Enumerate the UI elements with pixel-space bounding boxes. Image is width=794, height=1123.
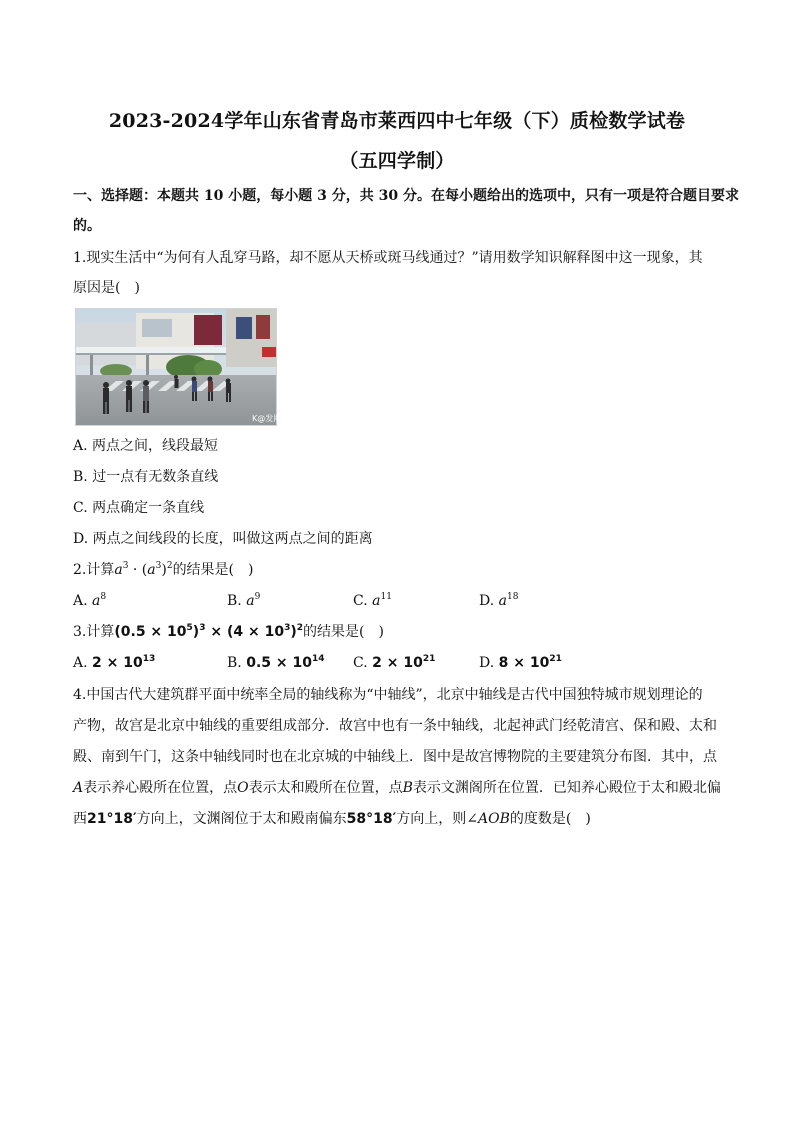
street-crossing-illustration (76, 309, 282, 425)
section-heading: 一、选择题：本题共 10 小题，每小题 3 分，共 30 分。在每小题给出的选项中，只有一项是符合题目要求 (73, 188, 739, 204)
q2-option-b: B. $a^9$ (227, 592, 261, 609)
q3-stem: 3.计算$(0.5 \times 10^5)^3 \times (4 \times 10^3)^2$的结果是( ) (73, 623, 384, 640)
q4-stem-line1: 4.中国古代大建筑群平面中统率全局的轴线称为“中轴线”，北京中轴线是古代中国独特城市规划理论的 (73, 687, 703, 703)
q1-stem-line1: 1.现实生活中“为何有人乱穿马路，却不愿从天桥或斑马线通过？”请用数学知识解释图中这一现象，其 (73, 250, 703, 266)
q4-stem-line2: 产物，故宫是北京中轴线的重要组成部分．故宫中也有一条中轴线，北起神武门经乾清宫、保和殿、太和 (73, 718, 717, 734)
q1-option-c: C. 两点确定一条直线 (73, 500, 205, 516)
exam-title-line1: 2023-2024学年山东省青岛市莱西四中七年级（下）质检数学试卷 (108, 110, 686, 132)
q3-option-d: D. $8 \times 10^{21}$ (479, 654, 562, 671)
exam-title-line2: （五四学制） (339, 150, 455, 172)
q2-option-c: C. $a^{11}$ (353, 592, 392, 609)
q4-stem-line4: A表示养心殿所在位置，点O表示太和殿所在位置，点B表示文渊阁所在位置．已知养心殿位于太和殿北偏 (73, 780, 721, 796)
q4-stem-line3: 殿、南到午门，这条中轴线同时也在北京城的中轴线上．图中是故宫博物院的主要建筑分布图．其中，点 (73, 749, 717, 765)
q4-stem-line5: 西21°18′方向上，文渊阁位于太和殿南偏东58°18′方向上，则∠AOB的度数是( ) (73, 811, 591, 827)
section-heading-cont: 的。 (73, 218, 101, 234)
q1-option-d: D. 两点之间线段的长度，叫做这两点之间的距离 (73, 531, 373, 547)
q2-option-d: D. $a^{18}$ (479, 592, 519, 609)
q2-option-a: A. $a^8$ (73, 592, 107, 609)
q3-option-c: C. $2 \times 10^{21}$ (353, 654, 436, 671)
q1-option-a: A. 两点之间，线段最短 (73, 438, 219, 454)
street-crossing-photo (75, 308, 282, 426)
q2-stem: 2.计算$a^3 \cdot (a^3)^2$的结果是( ) (73, 561, 254, 578)
q1-stem-line2: 原因是( ) (73, 280, 140, 296)
q3-option-b: B. $0.5 \times 10^{14}$ (227, 654, 325, 671)
q3-option-a: A. $2 \times 10^{13}$ (73, 654, 156, 671)
photo-watermark: K@发网 (252, 414, 282, 423)
q1-option-b: B. 过一点有无数条直线 (73, 469, 219, 485)
